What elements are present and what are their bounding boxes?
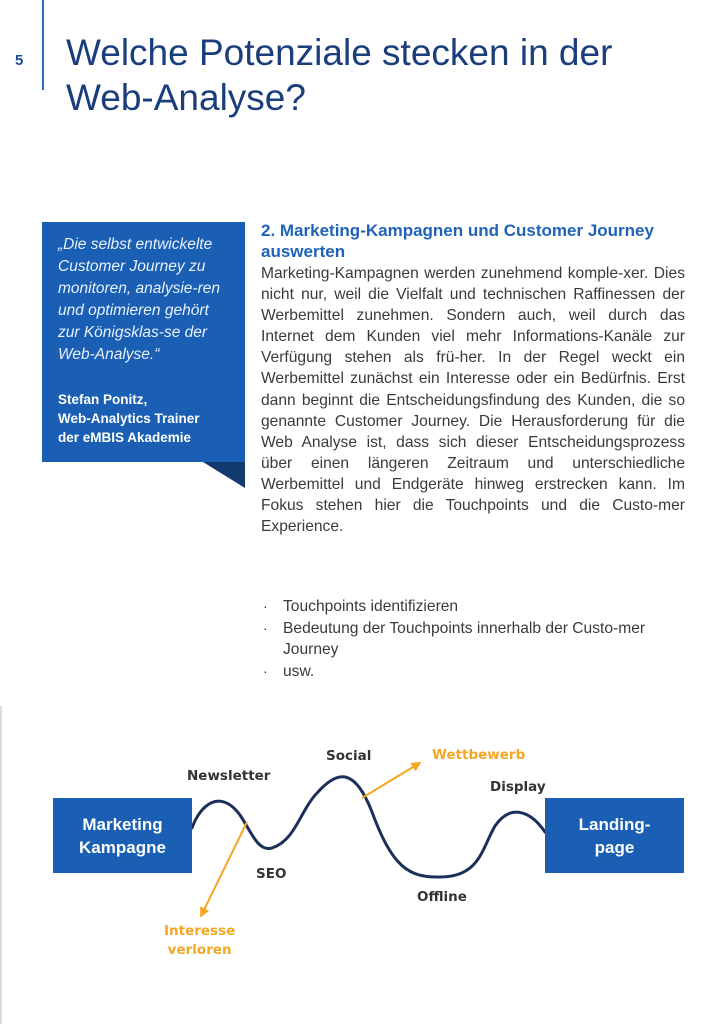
quote-author-role: Web-Analytics Trainer <box>58 411 200 426</box>
exit-interesse-line1: Interesse <box>164 923 236 939</box>
list-item <box>261 618 685 660</box>
quote-box <box>42 222 245 462</box>
touchpoint-newsletter: Newsletter <box>187 768 271 784</box>
start-box <box>53 798 192 873</box>
bullet-icon: · <box>263 663 268 680</box>
touchpoint-offline: Offline <box>417 889 467 905</box>
bullet-text: Bedeutung der Touchpoints innerhalb der Custo-mer Journey <box>283 620 646 659</box>
touchpoint-social: Social <box>326 748 372 764</box>
quote-author-org: der eMBIS Akademie <box>58 430 192 445</box>
page-number: 5 <box>15 52 24 69</box>
end-box <box>545 798 684 873</box>
header-divider <box>42 0 44 90</box>
quote-author <box>58 390 233 447</box>
bullet-list <box>261 596 685 683</box>
section-heading: 2. Marketing-Kampagnen und Customer Journey auswerten <box>261 221 654 261</box>
end-box-line2: page <box>594 837 635 857</box>
list-item <box>261 661 685 682</box>
bullet-text: Touchpoints identifizieren <box>283 598 459 615</box>
interesse-verloren-arrow <box>202 822 247 914</box>
start-box-line2: Kampagne <box>79 837 166 857</box>
touchpoint-display: Display <box>490 779 546 795</box>
end-box-line1: Landing- <box>578 814 651 834</box>
exit-interesse-verloren <box>164 922 235 960</box>
page-title: Welche Potenziale stecken in der Web-Analyse? <box>66 32 613 118</box>
quote-text: „Die selbst entwickelte Customer Journey zu monitoren, analysie-ren und optimieren gehört zur Königsklas-se der Web-Analyse.“ <box>58 236 220 363</box>
start-box-line1: Marketing <box>82 814 163 834</box>
customer-journey-diagram <box>0 700 722 1000</box>
quote-fold-corner <box>203 462 245 488</box>
bullet-icon: · <box>263 598 268 614</box>
touchpoint-seo: SEO <box>256 866 287 882</box>
wettbewerb-arrow <box>362 764 418 798</box>
list-item <box>261 596 685 617</box>
quote-author-name: Stefan Ponitz, <box>58 392 148 407</box>
exit-wettbewerb: Wettbewerb <box>432 747 526 763</box>
exit-interesse-line2: verloren <box>167 942 232 958</box>
bullet-text: usw. <box>283 663 315 681</box>
section-body: Marketing-Kampagnen werden zunehmend komple-xer. Dies nicht nur, weil die Vielfalt und technischen Raffinessen der Werbemittel zunehmen. Sondern auch, weil durch das Internet dem Kunden viel mehr Informations-Kanäle zur Verfügung stehen als frü-her. In der Regel weckt ein Werbemittel zunächst ein Interesse oder ein Bedürfnis. Erst dann beginnt die Entscheidungsfindung des Kunden, die so genannte Customer Journey. Die Herausforderung für die Web Analyse ist, dass sich dieser Entscheidungsprozess über einen längeren Zeitraum und unterschiedliche Werbemittel und Endgeräte hinweg erstrecken kann. Im Fokus stehen hier die Touchpoints und die Custo-mer Experience. <box>261 265 685 536</box>
bullet-icon: · <box>263 620 268 637</box>
